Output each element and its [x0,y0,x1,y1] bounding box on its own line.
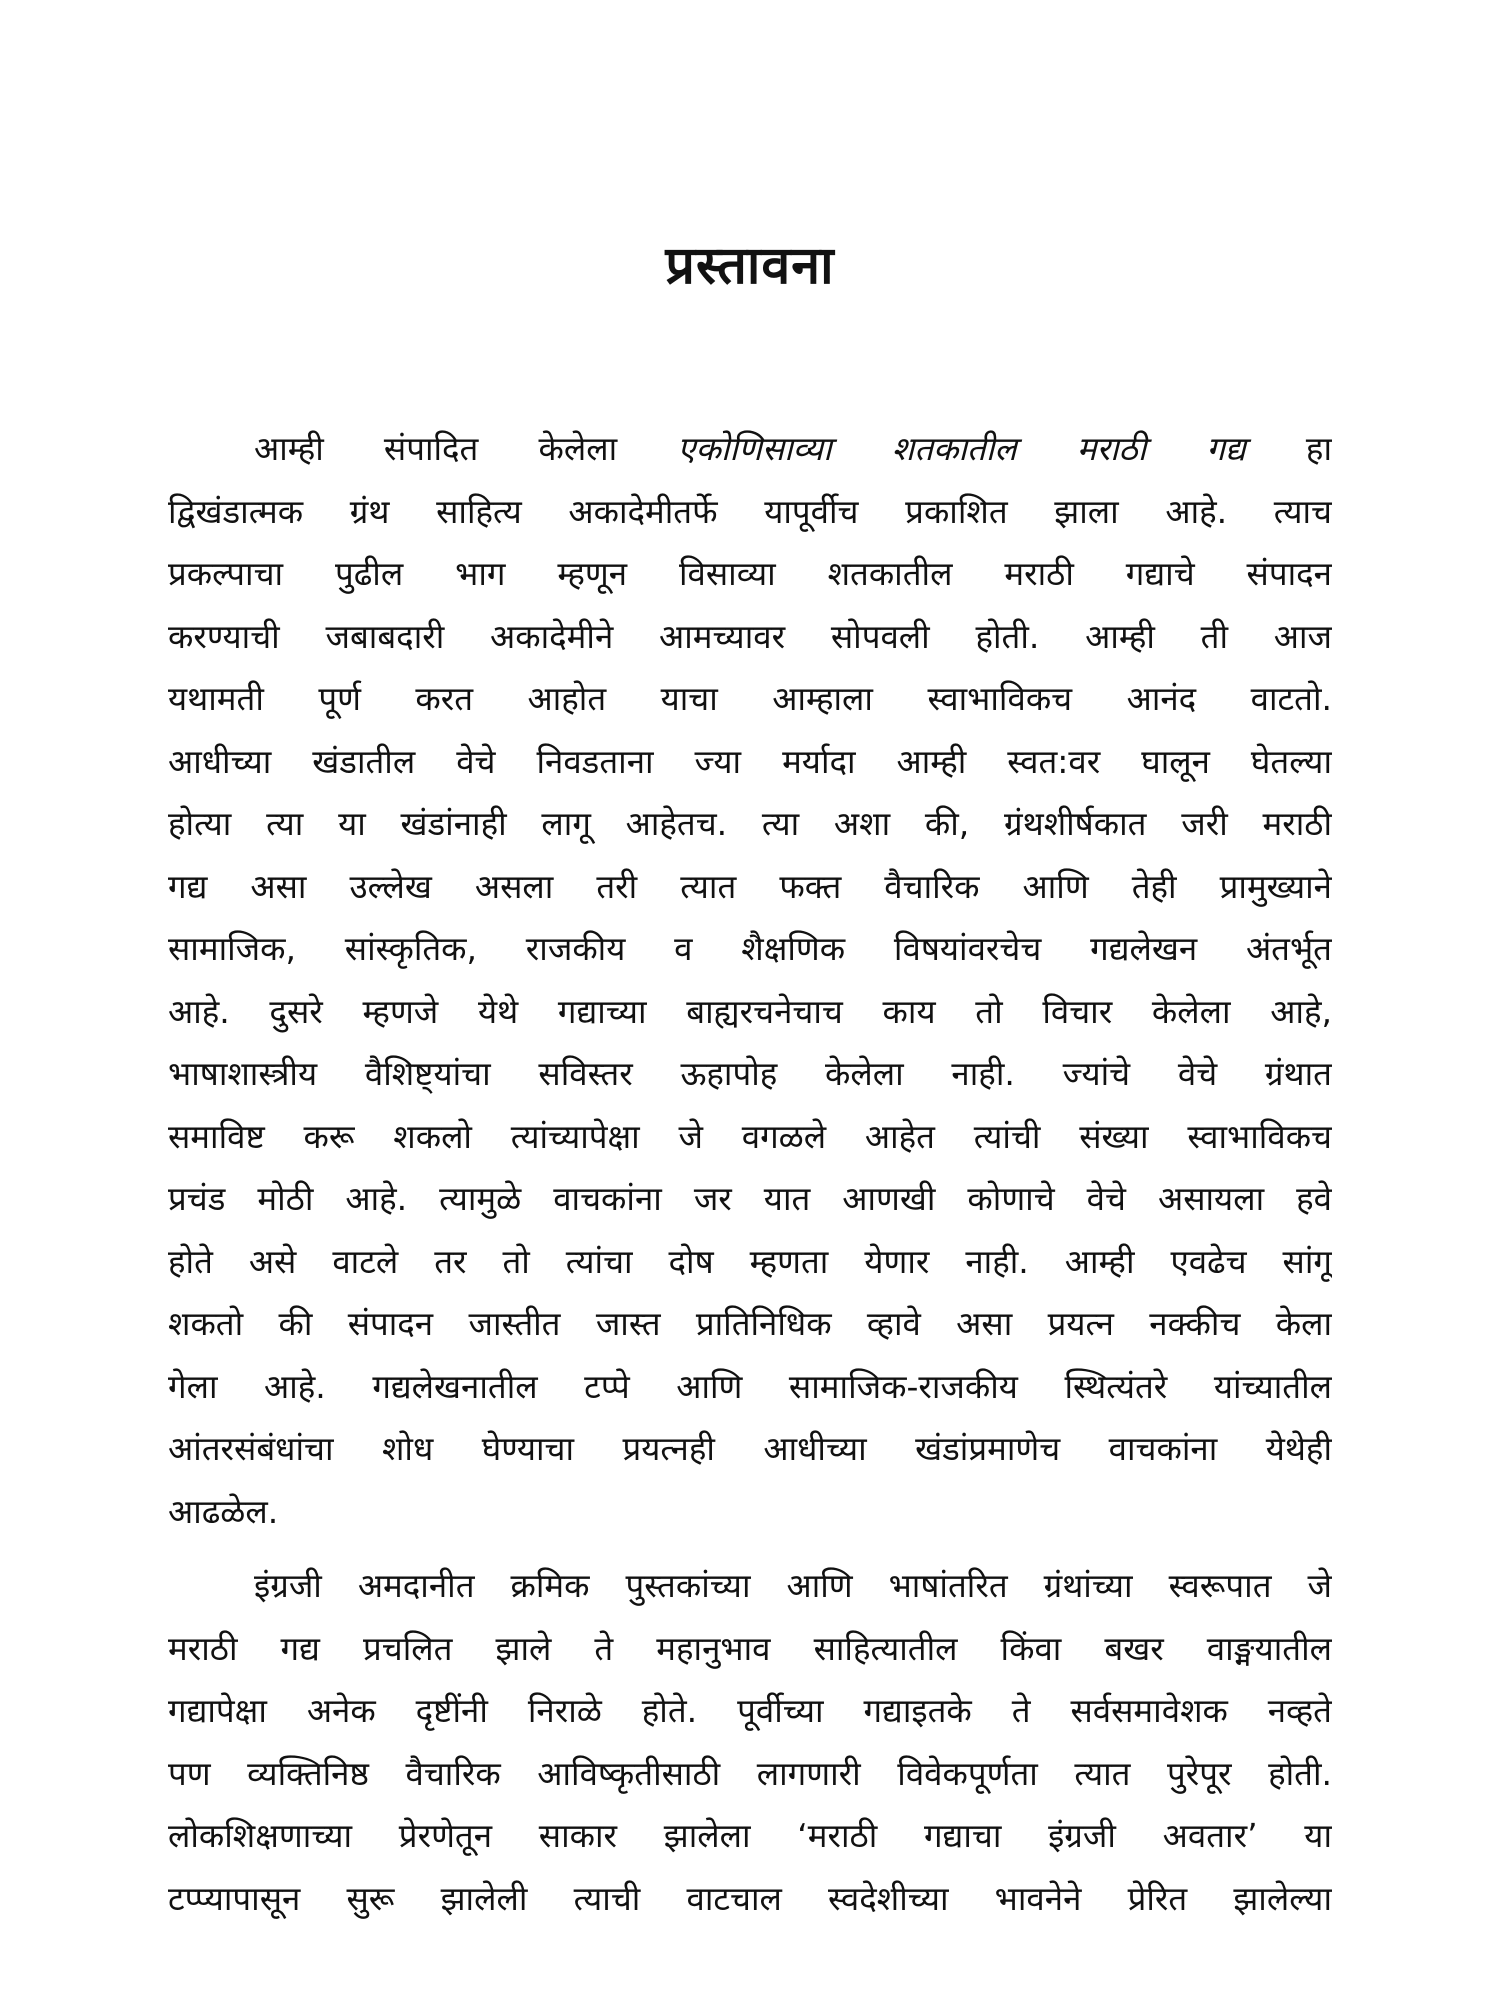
text-line: लोकशिक्षणाच्या प्रेरणेतून साकार झालेला ‘मराठी गद्याचा इंग्रजी अवतार’ या [168,1816,1332,1855]
text-line: भाषाशास्त्रीय वैशिष्ट्यांचा सविस्तर ऊहापोह केलेला नाही. ज्यांचे वेचे ग्रंथात [168,1054,1332,1093]
text-line: पण व्यक्तिनिष्ठ वैचारिक आविष्कृतीसाठी लागणारी विवेकपूर्णता त्यात पुरेपूर होती. [168,1753,1332,1793]
text-line: सामाजिक, सांस्कृतिक, राजकीय व शैक्षणिक विषयांवरचेच गद्यलेखन अंतर्भूत [168,929,1332,968]
paragraph-2 [168,1555,1332,1930]
text-line: आहे. दुसरे म्हणजे येथे गद्याच्या बाह्यरचनेचाच काय तो विचार केलेला आहे, [168,991,1332,1031]
text-line: गद्यापेक्षा अनेक दृष्टींनी निराळे होते. पूर्वीच्या गद्याइतके ते सर्वसमावेशक नव्हते [168,1691,1332,1730]
paragraph-1 [168,418,1332,1543]
text-line: शकतो की संपादन जास्तीत जास्त प्रातिनिधिक व्हावे असा प्रयत्न नक्कीच केला [168,1304,1332,1343]
text-line: होते असे वाटले तर तो त्यांचा दोष म्हणता येणार नाही. आम्ही एवढेच सांगू [168,1241,1332,1281]
book-title: एकोणिसाव्या शतकातील मराठी गद्य [677,429,1246,468]
text-line: टप्प्यापासून सुरू झालेली त्याची वाटचाल स्वदेशीच्या भावनेने प्रेरित झालेल्या [168,1878,1332,1918]
text-line: मराठी गद्य प्रचलित झाले ते महानुभाव साहित्यातील किंवा बखर वाङ्मयातील [168,1628,1332,1668]
text-line: प्रचंड मोठी आहे. त्यामुळे वाचकांना जर यात आणखी कोणाचे वेचे असायला हवे [168,1179,1332,1218]
document-body [168,418,1332,1930]
text-line: आम्ही संपादित केलेला एकोणिसाव्या शतकातील मराठी गद्य हा [254,429,1332,468]
text-line: यथामती पूर्ण करत आहोत याचा आम्हाला स्वाभाविकच आनंद वाटतो. [168,679,1332,718]
text-line: आढळेल. [168,1491,279,1531]
text-line: गद्य असा उल्लेख असला तरी त्यात फक्त वैचारिक आणि तेही प्रामुख्याने [168,866,1332,906]
text-line: समाविष्ट करू शकलो त्यांच्यापेक्षा जे वगळले आहेत त्यांची संख्या स्वाभाविकच [168,1116,1332,1156]
text-line: आधीच्या खंडातील वेचे निवडताना ज्या मर्यादा आम्ही स्वत:वर घालून घेतल्या [168,741,1332,781]
text-line: गेला आहे. गद्यलेखनातील टप्पे आणि सामाजिक-राजकीय स्थित्यंतरे यांच्यातील [168,1366,1332,1406]
text-line: आंतरसंबंधांचा शोध घेण्याचा प्रयत्नही आधीच्या खंडांप्रमाणेच वाचकांना येथेही [168,1429,1332,1468]
text-line: प्रकल्पाचा पुढील भाग म्हणून विसाव्या शतकातील मराठी गद्याचे संपादन [168,554,1332,593]
text-line: द्विखंडात्मक ग्रंथ साहित्य अकादेमीतर्फे यापूर्वीच प्रकाशित झाला आहे. त्याच [168,491,1332,531]
text-line: करण्याची जबाबदारी अकादेमीने आमच्यावर सोपवली होती. आम्ही ती आज [168,616,1332,656]
text-line: होत्या त्या या खंडांनाही लागू आहेतच. त्या अशा की, ग्रंथशीर्षकात जरी मराठी [168,804,1332,843]
page-title: प्रस्तावना [665,236,835,296]
text-line: इंग्रजी अमदानीत क्रमिक पुस्तकांच्या आणि भाषांतरित ग्रंथांच्या स्वरूपात जे [254,1566,1332,1605]
